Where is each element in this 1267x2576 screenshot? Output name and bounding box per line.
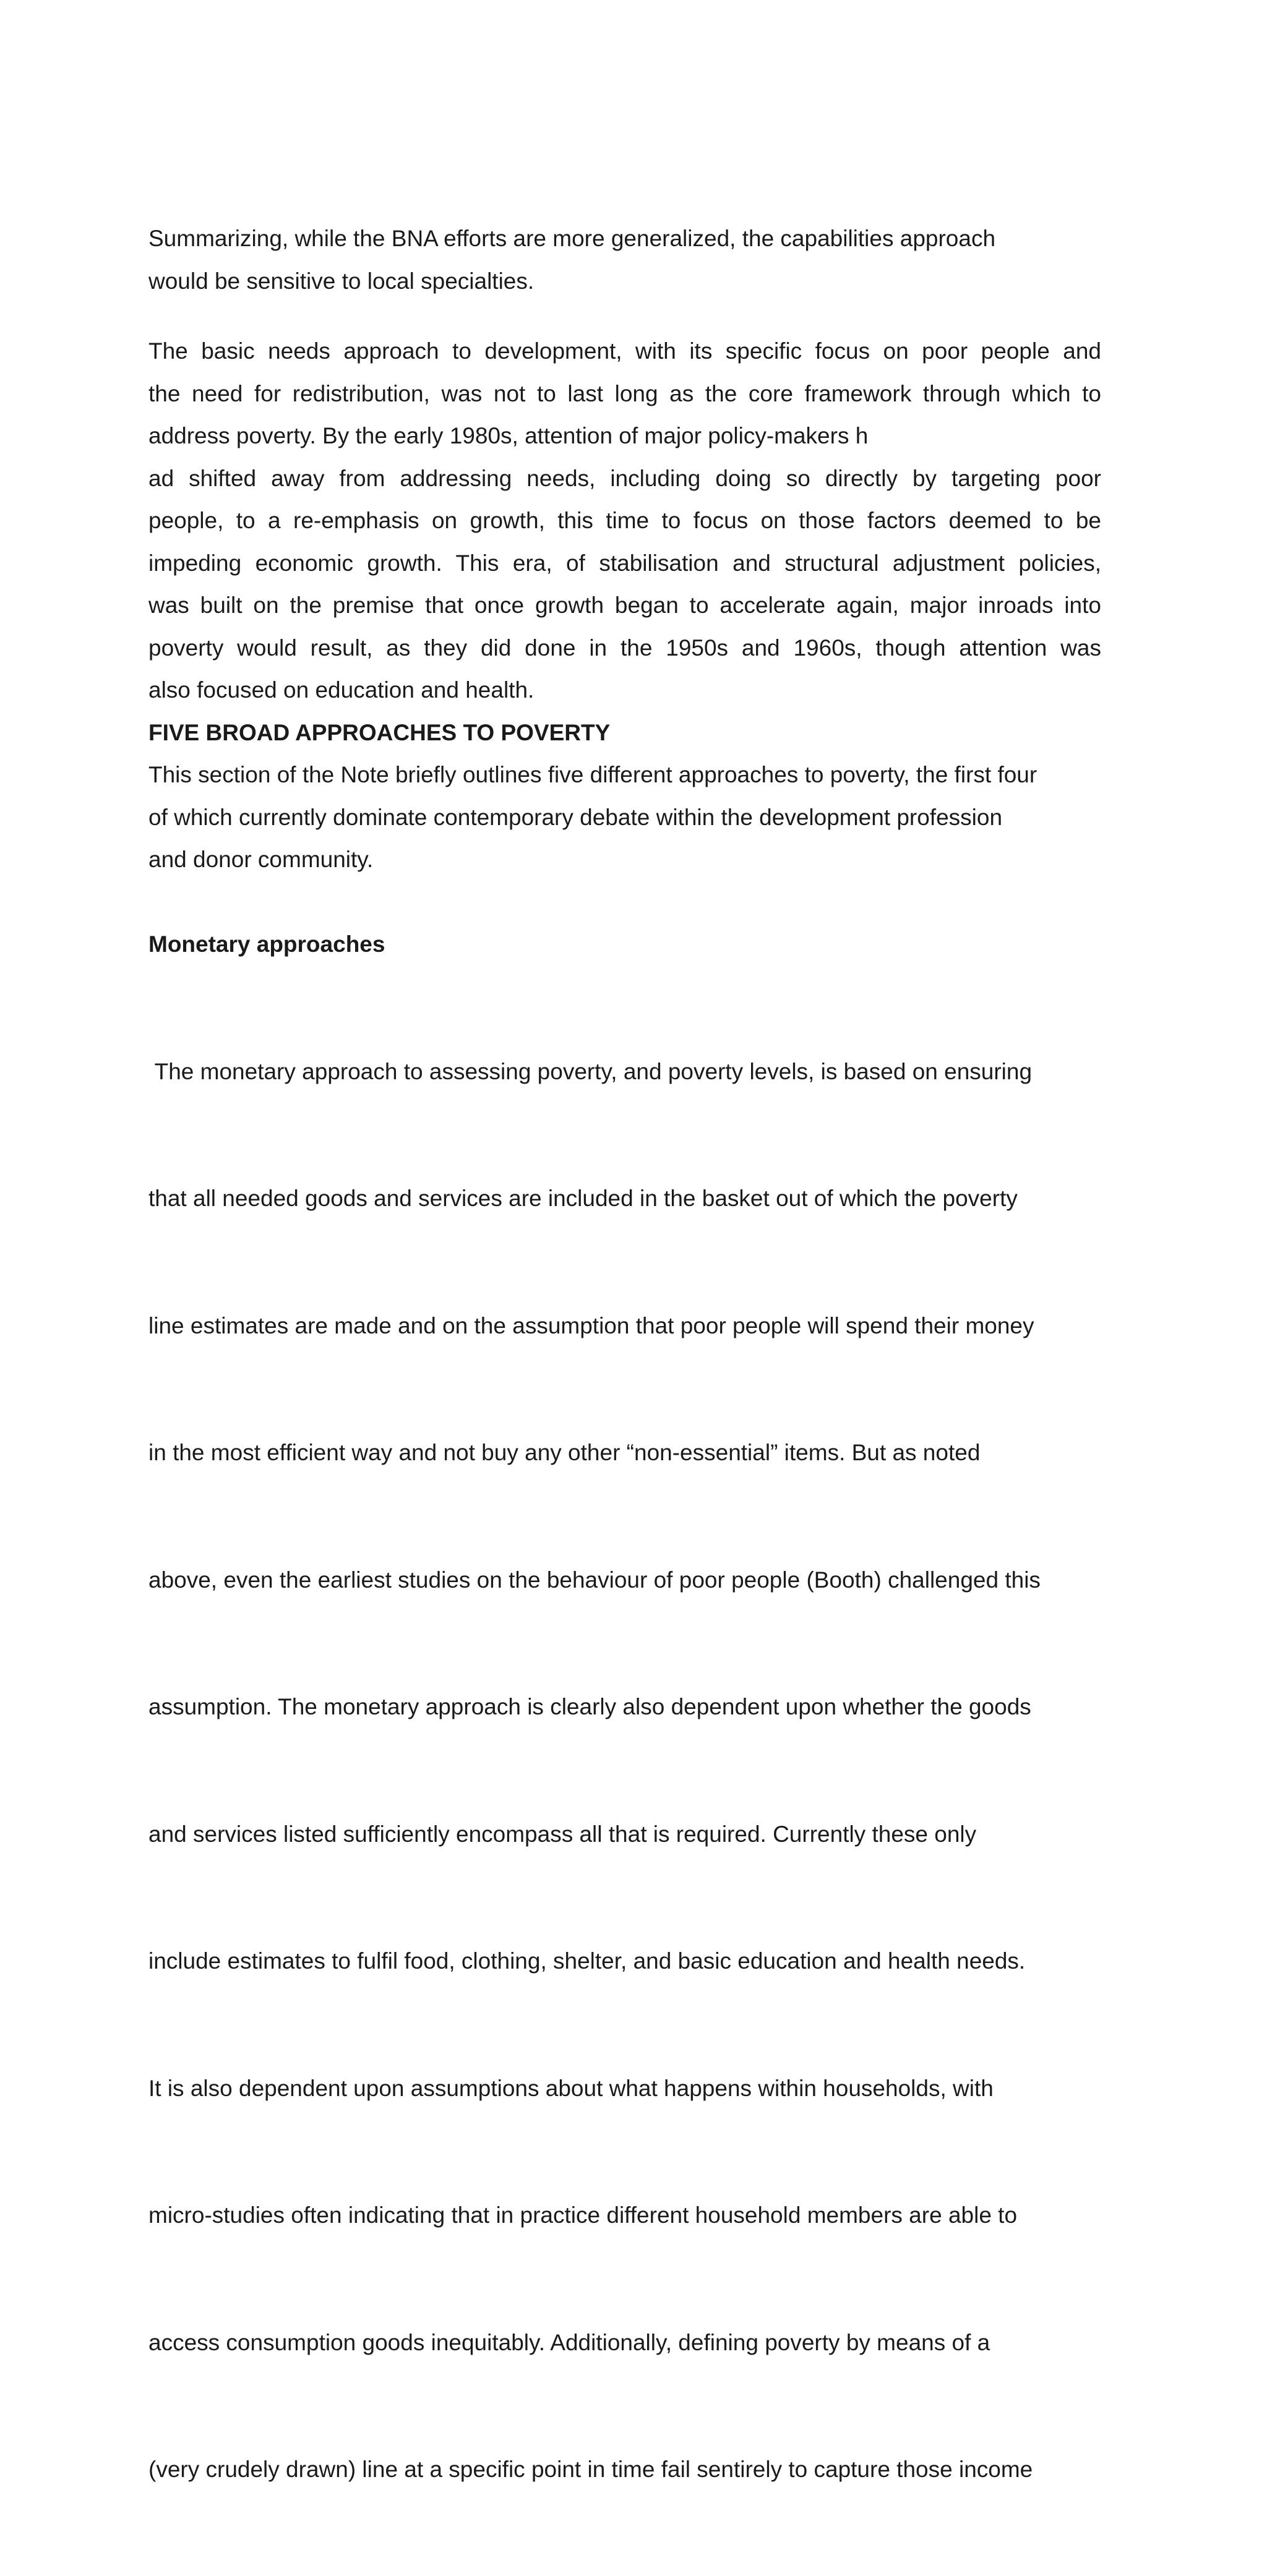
paragraph-line: (very crudely drawn) line at a specific point in time fail sentirely to capture those income [148, 2457, 1033, 2482]
paragraph-line: assumption. The monetary approach is clearly also dependent upon whether the goods [148, 1694, 1031, 1719]
paragraph-line: ad shifted away from addressing needs, including doing so directly by targeting poor [148, 465, 1101, 491]
monetary-heading: Monetary approaches [148, 931, 385, 957]
paragraph-line: poverty would result, as they did done in the 1950s and 1960s, though attention was [148, 635, 1101, 661]
monetary-paragraph [148, 966, 1101, 2576]
basic-needs-paragraph [148, 330, 1101, 712]
document-page [148, 218, 1101, 2576]
paragraph-line: the need for redistribution, was not to last long as the core framework through which to [148, 380, 1101, 406]
paragraph-line: that all needed goods and services are included in the basket out of which the poverty [148, 1186, 1018, 1211]
paragraph-line: include estimates to fulfil food, clothing, shelter, and basic education and health needs. [148, 1948, 1026, 1974]
paragraph-line: It is also dependent upon assumptions about what happens within households, with [148, 2075, 994, 2101]
paragraph-line: This section of the Note briefly outlines five different approaches to poverty, the first four [148, 762, 1037, 787]
section-heading: FIVE BROAD APPROACHES TO POVERTY [148, 719, 611, 745]
paragraph-line: micro-studies often indicating that in practice different household members are able to [148, 2202, 1018, 2228]
paragraph-line: and services listed sufficiently encompass all that is required. Currently these only [148, 1821, 977, 1847]
summary-line: Summarizing, while the BNA efforts are more generalized, the capabilities approach [148, 226, 996, 251]
paragraph-line: above, even the earliest studies on the behaviour of poor people (Booth) challenged this [148, 1567, 1041, 1593]
section-intro-paragraph [148, 754, 1101, 881]
paragraph-line: was built on the premise that once growth began to accelerate again, major inroads into [148, 593, 1101, 618]
paragraph-line: impeding economic growth. This era, of stabilisation and structural adjustment policies, [148, 550, 1101, 576]
paragraph-line: of which currently dominate contemporary debate within the development profession [148, 804, 1003, 830]
paragraph-line: and donor community. [148, 847, 374, 872]
paragraph-line: line estimates are made and on the assumption that poor people will spend their money [148, 1312, 1034, 1338]
summary-paragraph [148, 218, 1101, 302]
paragraph-line: The basic needs approach to development, with its specific focus on poor people and [148, 338, 1101, 364]
paragraph-line: in the most efficient way and not buy any other “non-essential” items. But as noted [148, 1440, 981, 1465]
paragraph-line: also focused on education and health. [148, 677, 535, 703]
paragraph-line: people, to a re-emphasis on growth, this time to focus on those factors deemed to be [148, 508, 1101, 533]
summary-line: would be sensitive to local specialties. [148, 268, 535, 294]
paragraph-line: address poverty. By the early 1980s, attention of major policy-makers h [148, 423, 869, 448]
paragraph-line: access consumption goods inequitably. Additionally, defining poverty by means of a [148, 2329, 990, 2355]
paragraph-line: The monetary approach to assessing poverty, and poverty levels, is based on ensuring [148, 1058, 1033, 1084]
